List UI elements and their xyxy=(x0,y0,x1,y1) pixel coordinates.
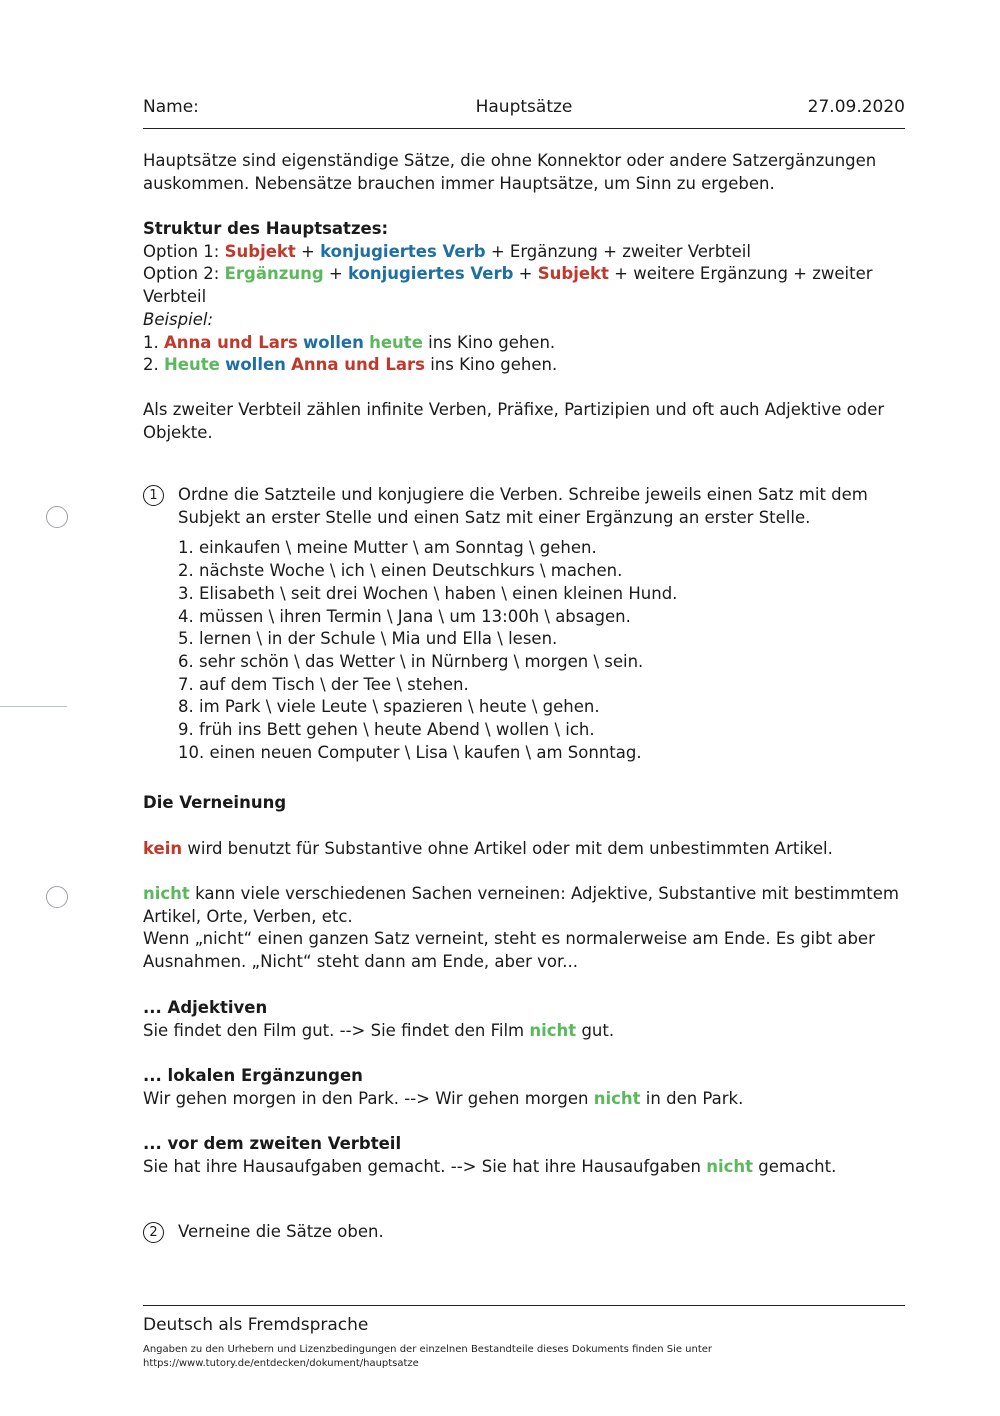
task-2 xyxy=(178,1221,898,1244)
example-sentence-1: 1. Anna und Lars wollen heute ins Kino gehen. xyxy=(143,332,556,352)
task-number-badge: 2 xyxy=(143,1222,164,1243)
header-rule xyxy=(143,128,905,129)
footer-rule xyxy=(143,1305,905,1306)
structure-section xyxy=(143,218,913,309)
list-item: 2. nächste Woche \ ich \ einen Deutschkurs \ machen. xyxy=(178,561,623,581)
name-label: Name: xyxy=(143,97,199,117)
case-example: Wir gehen morgen in den Park. --> Wir gehen morgen nicht in den Park. xyxy=(143,1088,744,1108)
list-item: 5. lernen \ in der Schule \ Mia und Ella \ lesen. xyxy=(178,629,558,649)
footer-link[interactable]: https://www.tutory.de/entdecken/dokument/hauptsatze xyxy=(143,1358,419,1369)
nicht-word: nicht xyxy=(143,884,190,903)
note-line: Objekte. xyxy=(143,422,213,442)
page-header xyxy=(143,94,905,122)
list-item: 9. früh ins Bett gehen \ heute Abend \ wollen \ ich. xyxy=(178,720,595,740)
task-1-instruction: Ordne die Satzteile und konjugiere die Verben. Schreibe jeweils einen Satz mit dem xyxy=(178,485,868,504)
punch-hole-bottom xyxy=(46,886,68,908)
list-item: 3. Elisabeth \ seit drei Wochen \ haben \ einen kleinen Hund. xyxy=(178,583,678,603)
task-number-badge: 1 xyxy=(143,485,164,506)
date: 27.09.2020 xyxy=(807,97,905,117)
intro-paragraph xyxy=(143,150,913,195)
list-item: 8. im Park \ viele Leute \ spazieren \ heute \ gehen. xyxy=(178,697,600,717)
verbteil-note xyxy=(143,399,913,444)
example-section xyxy=(143,309,913,377)
negation-heading: Die Verneinung xyxy=(143,793,287,812)
kein-paragraph: kein wird benutzt für Substantive ohne Artikel oder mit dem unbestimmten Artikel. xyxy=(143,839,833,858)
list-item: 7. auf dem Tisch \ der Tee \ stehen. xyxy=(178,674,469,694)
page-title: Hauptsätze xyxy=(475,97,573,117)
case-heading: ... vor dem zweiten Verbteil xyxy=(143,1134,402,1153)
footer-title: Deutsch als Fremdsprache xyxy=(143,1315,369,1335)
task-1 xyxy=(178,484,898,764)
case-adjektiven xyxy=(143,997,913,1042)
task-2-instruction: Verneine die Sätze oben. xyxy=(178,1222,384,1241)
case-heading: ... Adjektiven xyxy=(143,998,268,1017)
case-example: Sie findet den Film gut. --> Sie findet den Film nicht gut. xyxy=(143,1020,615,1040)
structure-heading: Struktur des Hauptsatzes: xyxy=(143,219,389,238)
structure-option-2: Option 2: Ergänzung + konjugiertes Verb + Subjekt + weitere Ergänzung + zweiter Verbteil xyxy=(143,264,873,307)
list-item: 6. sehr schön \ das Wetter \ in Nürnberg \ morgen \ sein. xyxy=(178,651,644,671)
punch-hole-top xyxy=(46,506,68,528)
case-heading: ... lokalen Ergänzungen xyxy=(143,1066,363,1085)
intro-line: Hauptsätze sind eigenständige Sätze, die ohne Konnektor oder andere Satzergänzungen xyxy=(143,151,877,170)
footer-license: Angaben zu den Urhebern und Lizenzbedingungen der einzelnen Bestandteile dieses Dokuments finden Sie unter https://www.tutory.de/entdecken/dokument/hauptsatze xyxy=(143,1343,743,1371)
task-1-instruction: Subjekt an erster Stelle und einen Satz mit einer Ergänzung an erster Stelle. xyxy=(178,507,811,527)
task-1-list xyxy=(178,537,898,764)
kein-word: kein xyxy=(143,839,183,858)
list-item: 4. müssen \ ihren Termin \ Jana \ um 13:00h \ absagen. xyxy=(178,606,631,626)
list-item: 10. einen neuen Computer \ Lisa \ kaufen \ am Sonntag. xyxy=(178,742,642,762)
fold-mark xyxy=(0,706,67,707)
case-lokal xyxy=(143,1065,913,1110)
case-example: Sie hat ihre Hausaufgaben gemacht. --> Sie hat ihre Hausaufgaben nicht gemacht. xyxy=(143,1156,837,1176)
example-sentence-2: 2. Heute wollen Anna und Lars ins Kino gehen. xyxy=(143,355,558,375)
nicht-paragraph: nicht kann viele verschiedenen Sachen verneinen: Adjektive, Substantive mit bestimmtem Artikel, Orte, Verben, etc. Wenn „nicht“ einen ganzen Satz verneint, steht es normalerweise am Ende. Es gibt aber Ausnahmen. „Nicht“ steht dann am Ende, aber vor... xyxy=(143,884,899,972)
case-verbteil xyxy=(143,1133,913,1178)
intro-line: auskommen. Nebensätze brauchen immer Hauptsätze, um Sinn zu ergeben. xyxy=(143,173,775,193)
list-item: 1. einkaufen \ meine Mutter \ am Sonntag \ gehen. xyxy=(178,538,597,558)
structure-option-1: Option 1: Subjekt + konjugiertes Verb + Ergänzung + zweiter Verbteil xyxy=(143,241,751,261)
example-label: Beispiel: xyxy=(143,310,214,329)
note-line: Als zweiter Verbteil zählen infinite Verben, Präfixe, Partizipien und oft auch Adjektive oder xyxy=(143,400,885,419)
